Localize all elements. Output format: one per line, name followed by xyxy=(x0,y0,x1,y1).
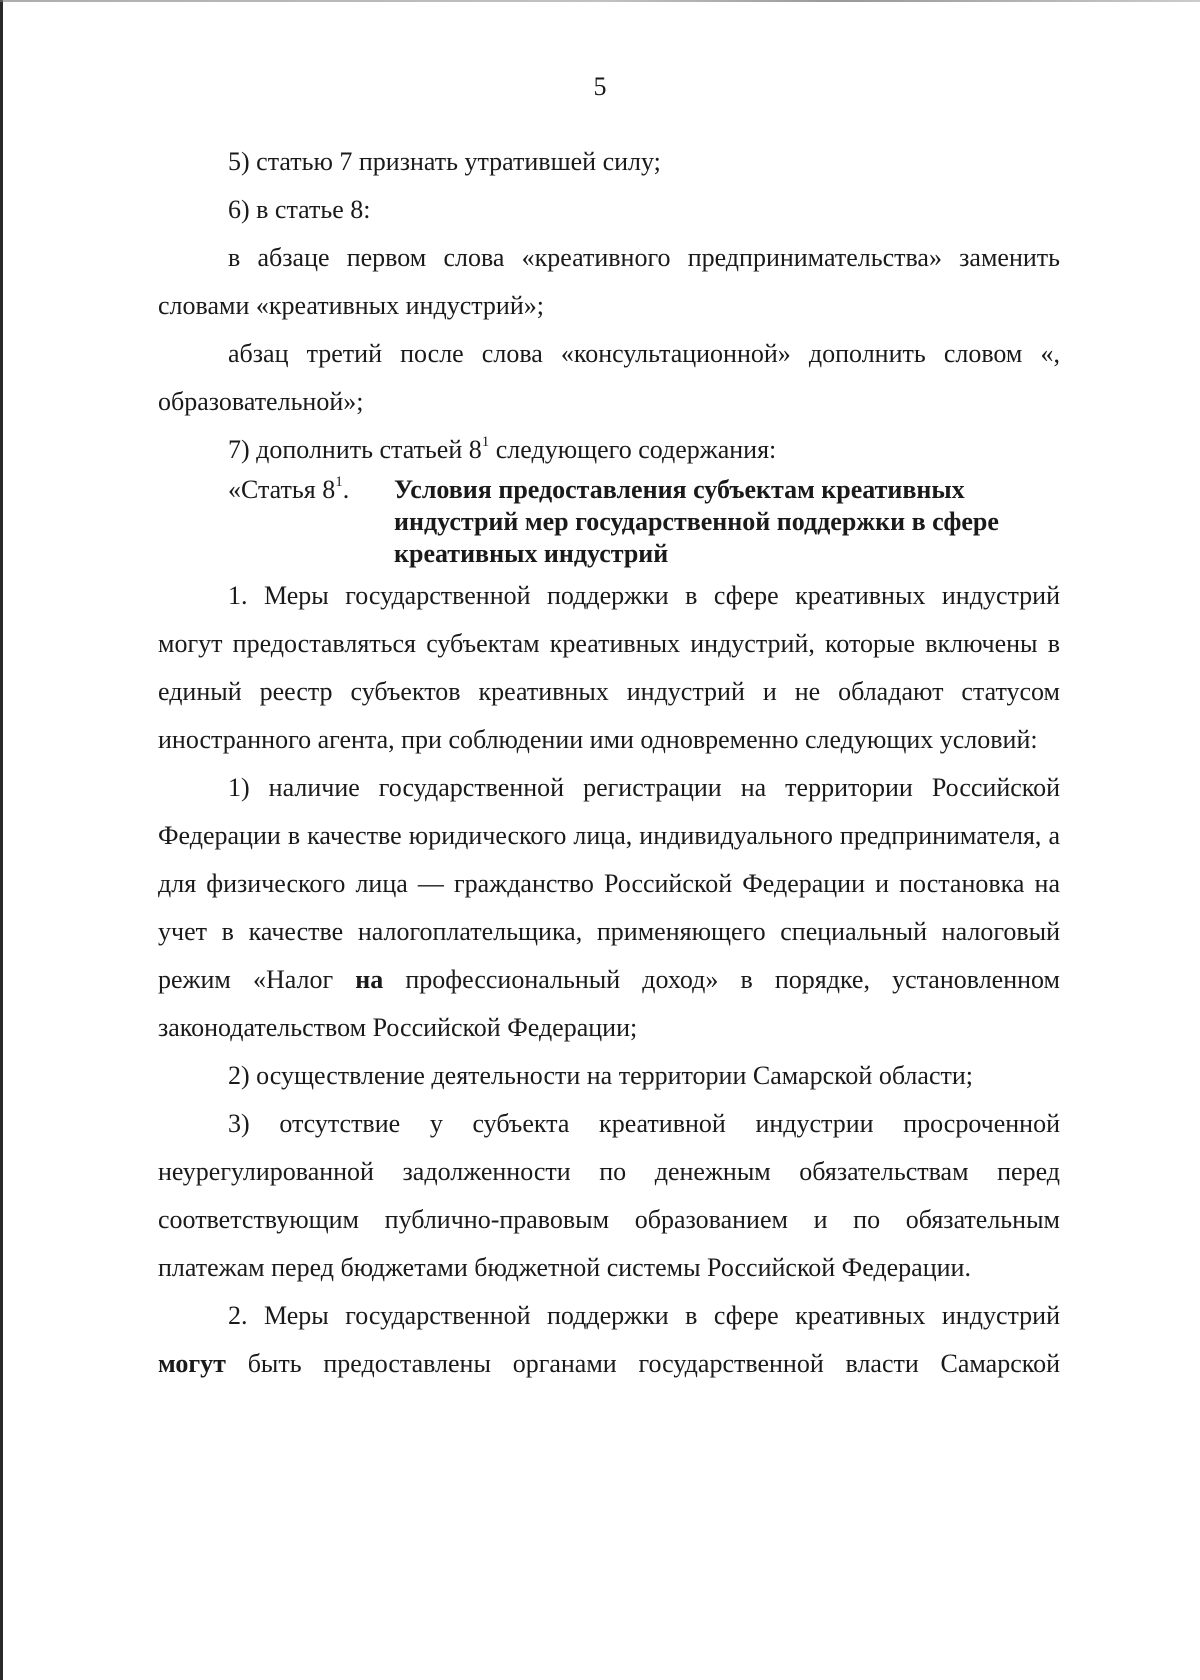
paragraph-text: 2. Меры государственной поддержки в сфере креативных индустрий xyxy=(228,1301,1060,1330)
bold-word: на xyxy=(355,965,384,994)
paragraph-add-word xyxy=(158,330,1060,426)
scan-edge-left xyxy=(0,0,3,1680)
paragraph-repeal-article-7 xyxy=(158,138,1060,186)
paragraph-text: профессиональный доход» в порядке, установленном законодательством Российской Федерации; xyxy=(158,965,1060,1042)
paragraph-replace-words xyxy=(158,234,1060,330)
superscript: 1 xyxy=(335,474,343,490)
article-label-dot: . xyxy=(342,475,350,504)
article-label-text: «Статья 8 xyxy=(228,475,336,504)
page-number: 5 xyxy=(593,72,607,101)
paragraph-text: 5) статью 7 признать утратившей силу; xyxy=(228,147,661,176)
paragraph-article-8 xyxy=(158,186,1060,234)
paragraph-condition-2 xyxy=(158,1052,1060,1100)
paragraph-text: 1. Меры государственной поддержки в сфере креативных индустрий могут предоставляться субъектам креативных индустрий, которые включены в единый реестр субъектов креативных индустрий и не обладают статусом иностранного агента, при соблюдении ими одновременно следующих условий: xyxy=(158,581,1060,754)
paragraph-add-article xyxy=(158,426,1060,474)
scan-edge-top xyxy=(0,0,1200,2)
paragraph-condition-3 xyxy=(158,1100,1060,1292)
document-body xyxy=(158,138,1060,1388)
paragraph-text: следующего содержания: xyxy=(489,435,777,464)
paragraph-text: в абзаце первом слова «креативного предпринимательства» заменить словами «креативных индустрий»; xyxy=(158,243,1060,320)
superscript: 1 xyxy=(481,434,490,450)
paragraph-text: быть предоставлены органами государственной власти Самарской xyxy=(225,1349,1060,1378)
article-label xyxy=(228,474,349,506)
paragraph-text: 6) в статье 8: xyxy=(228,195,371,224)
bold-word: могут xyxy=(158,1349,226,1378)
paragraph-text: абзац третий после слова «консультационной» дополнить словом «, образовательной»; xyxy=(158,339,1060,416)
paragraph-text: 3) отсутствие у субъекта креативной индустрии просроченной неурегулированной задолженности по денежным обязательствам перед соответствующим публично-правовым образованием и по обязательным платежам перед бюджетами бюджетной системы Российской Федерации. xyxy=(158,1109,1060,1282)
paragraph-item-2 xyxy=(158,1292,1060,1388)
paragraph-item-1 xyxy=(158,572,1060,764)
paragraph-condition-1 xyxy=(158,764,1060,1052)
article-heading xyxy=(158,474,1060,570)
paragraph-text: 2) осуществление деятельности на территории Самарской области; xyxy=(228,1061,973,1090)
paragraph-text: 1) наличие государственной регистрации на территории Российской Федерации в качестве юридического лица, индивидуального предпринимателя, а для физического лица — гражданство Российской Федерации и постановка на учет в качестве налогоплательщика, применяющего специальный налоговый режим «Налог xyxy=(158,773,1060,994)
paragraph-text: 7) дополнить статьей 8 xyxy=(228,435,482,464)
article-title: Условия предоставления субъектам креативных индустрий мер государственной поддержки в сфере креативных индустрий xyxy=(394,475,999,568)
